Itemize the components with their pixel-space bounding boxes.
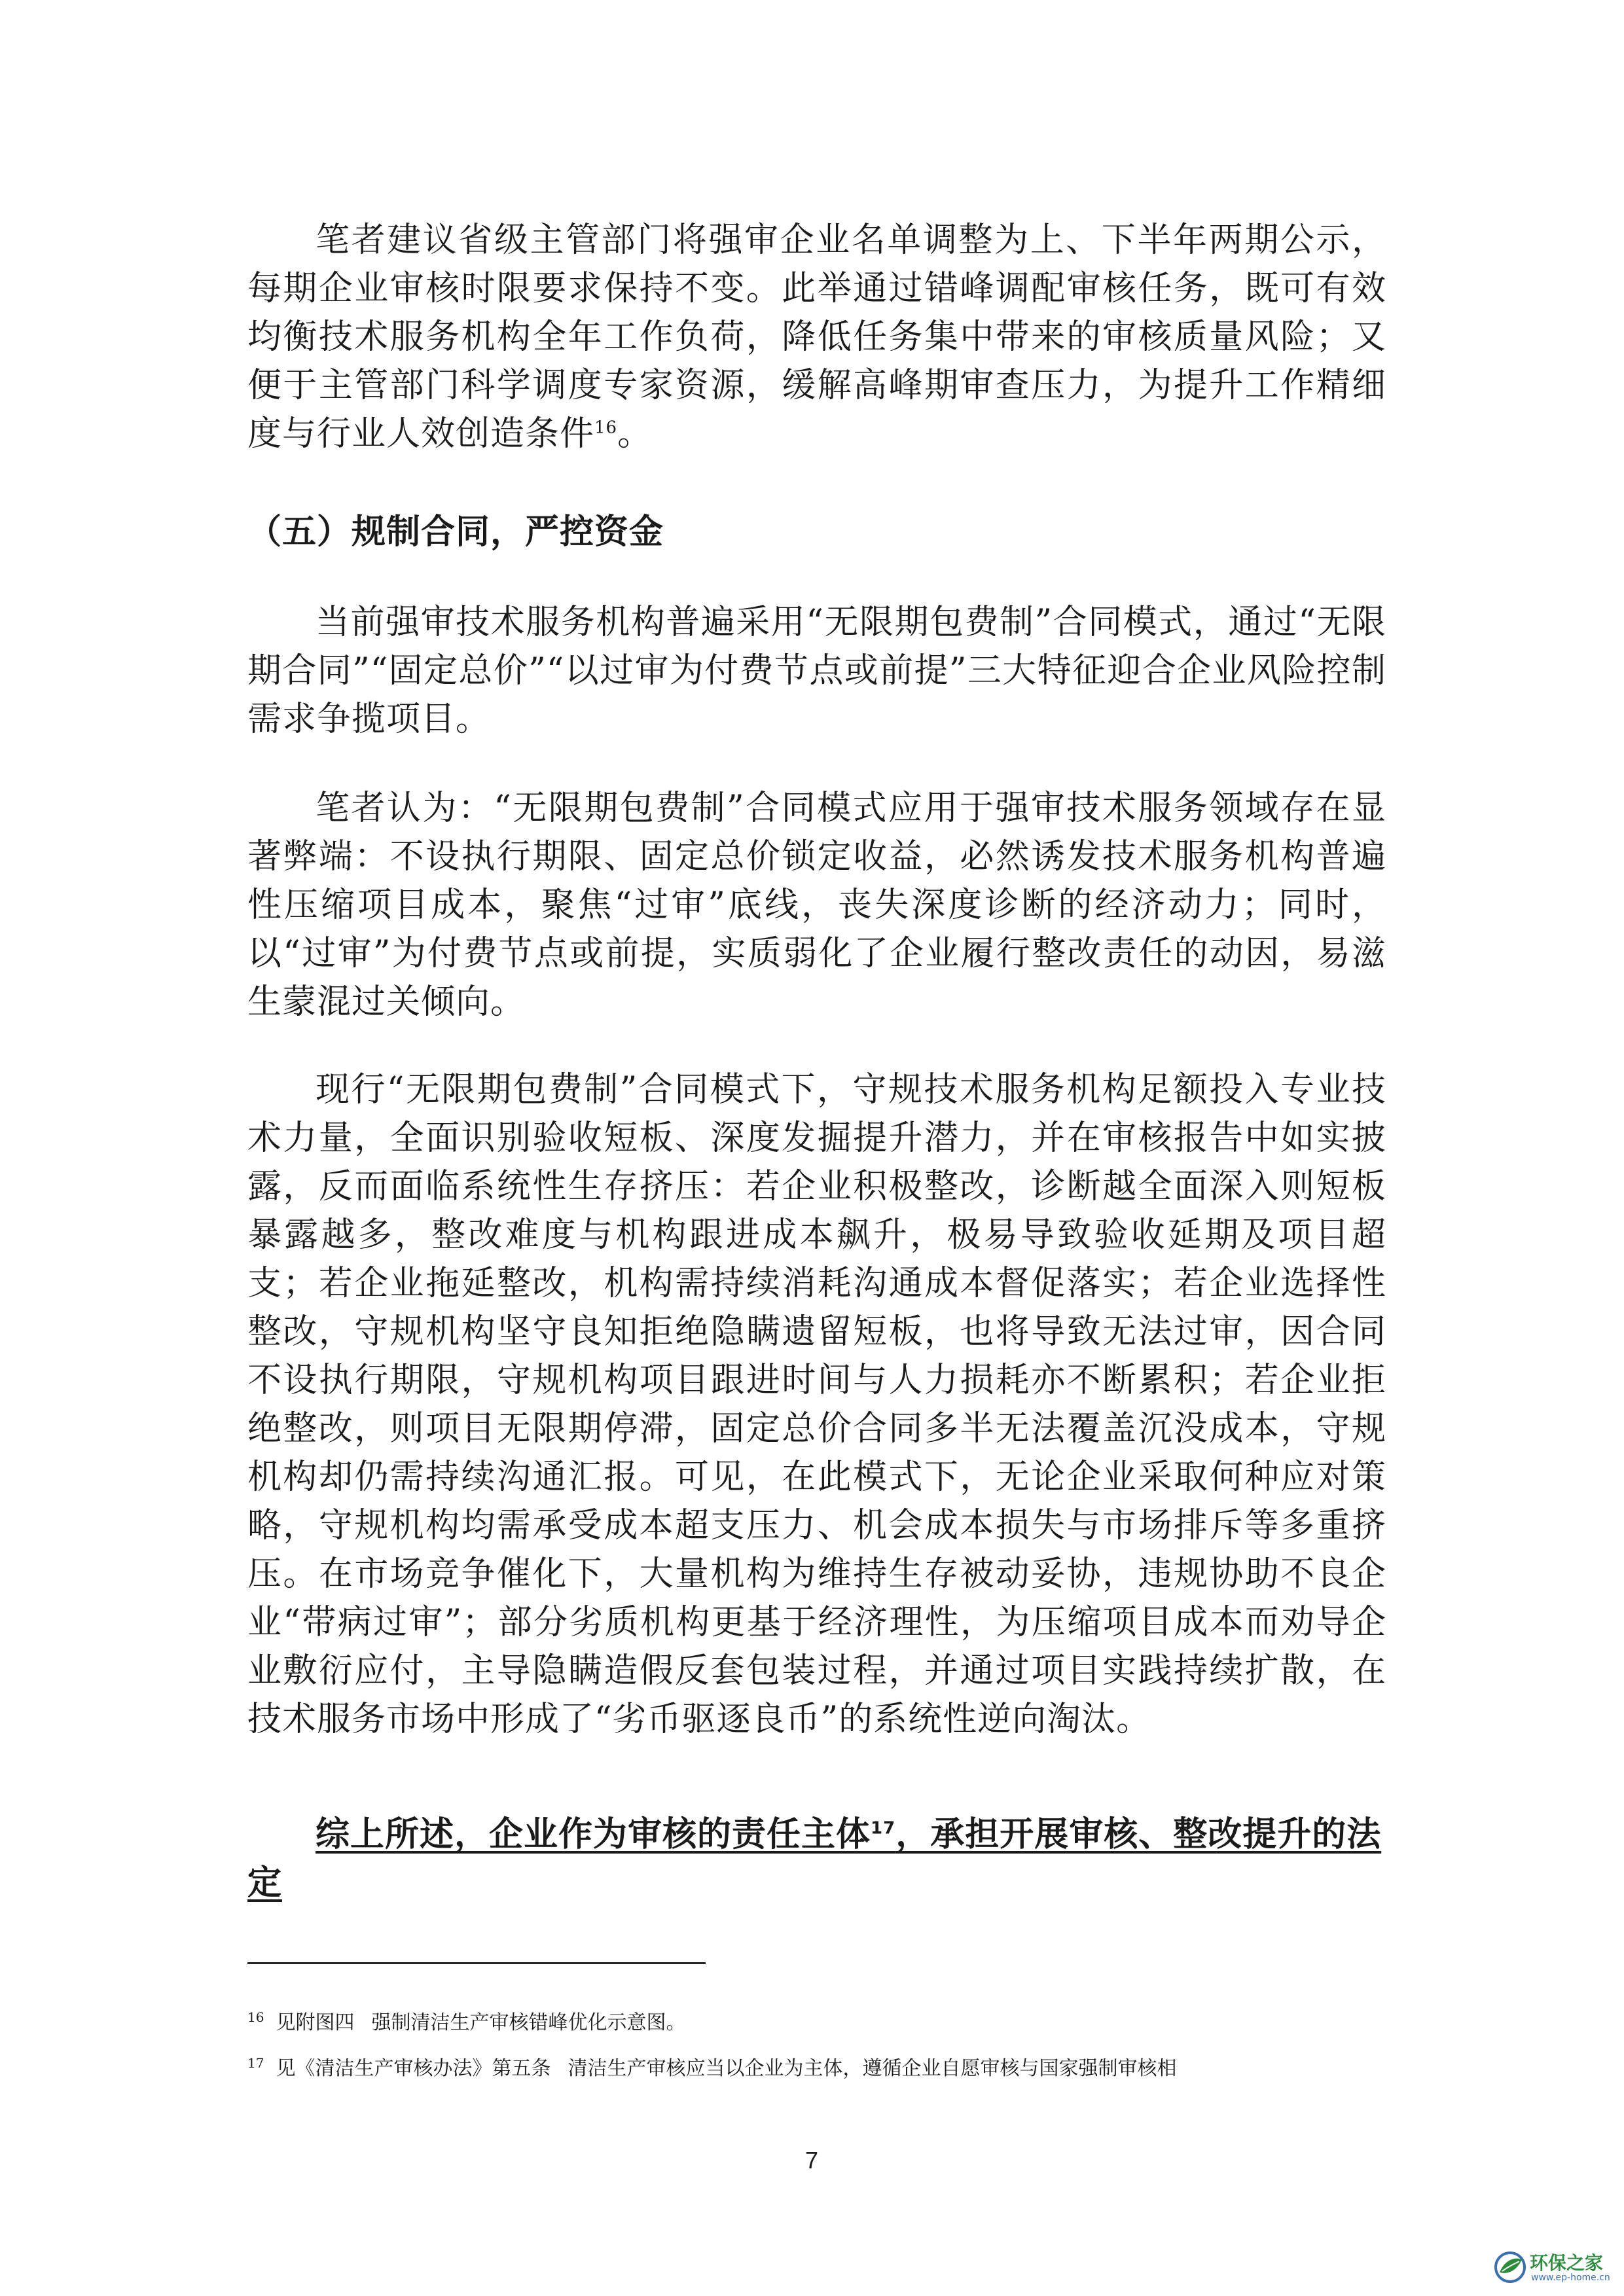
paragraph-current-model: 现行“无限期包费制”合同模式下，守规技术服务机构足额投入专业技术力量，全面识别验收短板、深度发掘提升潜力，并在审核报告中如实披露，反而面临系统性生存挤压：若企业积极整改，诊断越全面深入则短板暴露越多，整改难度与机构跟进成本飙升，极易导致验收延期及项目超支；若企业拖延整改，机构需持续消耗沟通成本督促落实；若企业选择性整改，守规机构坚守良知拒绝隐瞒遗留短板，也将导致无法过审，因合同不设执行期限，守规机构项目跟进时间与人力损耗亦不断累积；若企业拒绝整改，则项目无限期停滞，固定总价合同多半无法覆盖沉没成本，守规机构却仍需持续沟通汇报。可见，在此模式下，无论企业采取何种应对策略，守规机构均需承受成本超支压力、机会成本损失与市场排斥等多重挤压。在市场竞争催化下，大量机构为维持生存被动妥协，违规协助不良企业“带病过审”；部分劣质机构更基于经济理性，为压缩项目成本而劝导企业敷衍应付，主导隐瞒造假反套包装过程，并通过项目实践持续扩散，在技术服务市场中形成了“劣币驱逐良币”的系统性逆向淘汰。 [247, 1070, 1386, 1739]
summary-text-b: ，承担开展审核、整改提升的法定 [247, 1815, 1382, 1903]
footnote-17 [247, 2055, 1386, 2083]
watermark-name: 环保之家 [1530, 2252, 1604, 2274]
paragraph-contract-model: 当前强审技术服务机构普遍采用“无限期包费制”合同模式，通过“无限期合同”“固定总价”“以过审为付费节点或前提”三大特征迎合企业风险控制需求争揽项目。 [247, 603, 1386, 739]
paragraph-end: 。 [617, 414, 653, 454]
page-number: 7 [804, 2147, 819, 2174]
paragraph-staggered-publication [247, 216, 1386, 458]
footnote-16 [247, 2009, 1386, 2037]
paragraph-text: 笔者建议省级主管部门将强审企业名单调整为上、下半年两期公示，每期企业审核时限要求保持不变。此举通过错峰调配审核任务，既可有效均衡技术服务机构全年工作负荷，降低任务集中带来的审核质量风险；又便于主管部门科学调度专家资源，缓解高峰期审查压力，为提升工作精细度与行业人效创造条件 [247, 221, 1386, 454]
footnote-divider [247, 1962, 706, 1964]
section-heading-5: （五）规制合同，严控资金 [247, 512, 664, 552]
summary-text-a: 综上所述，企业作为审核的责任主体 [316, 1815, 871, 1854]
watermark-url: www.ep-home.cn [1531, 2272, 1610, 2283]
footnote-text-a: 见附图四 [276, 2011, 355, 2034]
footnote-text-a: 见《清洁生产审核办法》第五条 [276, 2057, 551, 2080]
footnote-number: 16 [247, 2009, 264, 2025]
leaf-globe-icon [1493, 2250, 1527, 2284]
paragraph-author-view: 笔者认为：“无限期包费制”合同模式应用于强审技术服务领域存在显著弊端：不设执行期限、固定总价锁定收益，必然诱发技术服务机构普遍性压缩项目成本，聚焦“过审”底线，丧失深度诊断的经济动力；同时，以“过审”为付费节点或前提，实质弱化了企业履行整改责任的动因，易滋生蒙混过关倾向。 [247, 789, 1386, 1022]
footnote-text-b: 清洁生产审核应当以企业为主体，遵循企业自愿审核与国家强制审核相 [568, 2057, 1177, 2080]
footnote-number: 17 [247, 2055, 264, 2071]
summary-sentence [247, 1810, 1386, 1907]
footnote-ref-17[interactable]: 17 [871, 1818, 896, 1839]
footnote-ref-16[interactable]: 16 [594, 418, 618, 438]
watermark-logo [1493, 2245, 1617, 2291]
footnote-text-b: 强制清洁生产审核错峰优化示意图。 [371, 2011, 686, 2034]
